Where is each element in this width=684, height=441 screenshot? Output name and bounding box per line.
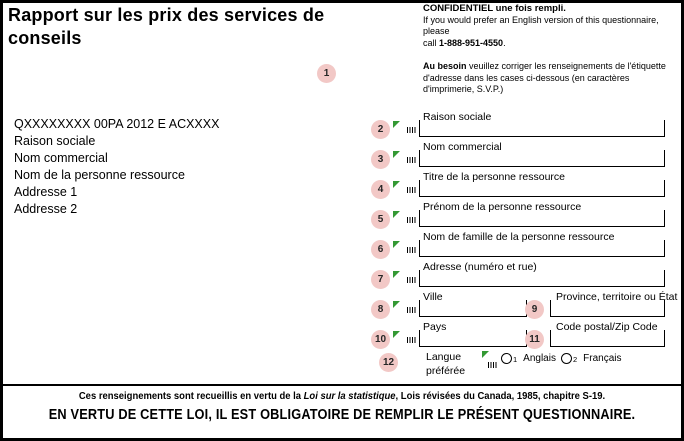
- field-label: Pays: [423, 321, 447, 333]
- field-label: Nom commercial: [423, 141, 502, 153]
- field-label: Prénom de la personne ressource: [423, 201, 582, 213]
- radio-code: 1: [513, 355, 518, 364]
- corner-arrow-icon: [393, 241, 400, 248]
- step-5-badge: 5: [371, 210, 390, 229]
- step-6-badge: 6: [371, 240, 390, 259]
- field-row-prenom-personne-ressource: [371, 201, 671, 231]
- field-row-raison-sociale: [371, 111, 671, 141]
- correction-instruction: Au besoin veuillez corriger les renseignements de l'étiquette d'adresse dans les cases ci-dessous (en caractères d'imprimerie, S.V.P.): [423, 61, 666, 94]
- confidential-notice: [423, 3, 684, 49]
- field-row-langue-preferee: [371, 351, 671, 381]
- field-label: Titre de la personne ressource: [423, 171, 566, 183]
- statute-notice: Ces renseignements sont recueillis en vertu de la Loi sur la statistique, Lois révisées du Canada, 1985, chapitre S-19.: [78, 390, 606, 402]
- keying-marks-icon: [488, 362, 498, 368]
- address-label-block: [14, 116, 219, 218]
- step-8-badge: 8: [371, 300, 390, 319]
- footer-divider: [3, 384, 681, 386]
- field-label: Langue préférée: [426, 351, 466, 377]
- corner-arrow-icon: [393, 301, 400, 308]
- field-label: Province, territoire ou État: [556, 291, 678, 303]
- keying-marks-icon: [407, 277, 417, 283]
- step-3-badge: 3: [371, 150, 390, 169]
- step-10-badge: 10: [371, 330, 390, 349]
- field-label: Code postal/Zip Code: [556, 321, 658, 333]
- corner-arrow-icon: [393, 211, 400, 218]
- corner-arrow-icon: [482, 351, 489, 358]
- statute-title: Loi sur la statistique: [303, 390, 396, 402]
- phone-number: 1-888-951-4550: [439, 37, 504, 48]
- keying-marks-icon: [407, 187, 417, 193]
- keying-marks-icon: [407, 157, 417, 163]
- step-1-badge: 1: [317, 64, 336, 83]
- address-line-nom-commercial: Nom commercial: [14, 151, 108, 165]
- radio-label: Français: [583, 353, 622, 364]
- radio-circle-icon: [501, 353, 512, 364]
- address-line-addresse-2: Addresse 2: [14, 202, 78, 216]
- corner-arrow-icon: [393, 331, 400, 338]
- confidential-body-line1: If you would prefer an English version of this questionnaire, please: [423, 14, 659, 36]
- field-row-nom-commercial: [371, 141, 671, 171]
- address-line-raison-sociale: Raison sociale: [14, 134, 96, 148]
- confidential-body-line2: call 1-888-951-4550.: [423, 37, 506, 48]
- address-line-addresse-1: Addresse 1: [14, 185, 78, 199]
- field-row-ville-province: [371, 291, 678, 321]
- field-row-adresse: [371, 261, 671, 291]
- step-2-badge: 2: [371, 120, 390, 139]
- corner-arrow-icon: [393, 151, 400, 158]
- address-line-code: QXXXXXXXX 00PA 2012 E ACXXXX: [14, 117, 220, 131]
- corner-arrow-icon: [393, 121, 400, 128]
- corner-arrow-icon: [393, 181, 400, 188]
- step-12-badge: 12: [379, 353, 398, 372]
- radio-option-anglais[interactable]: [501, 353, 556, 364]
- keying-marks-icon: [407, 247, 417, 253]
- keying-marks-icon: [407, 217, 417, 223]
- keying-marks-icon: [407, 307, 417, 313]
- field-row-titre-personne-ressource: [371, 171, 671, 201]
- field-label: Adresse (numéro et rue): [423, 261, 537, 273]
- mandatory-notice: EN VERTU DE CETTE LOI, IL EST OBLIGATOIRE DE REMPLIR LE PRÉSENT QUESTIONNAIRE.: [48, 407, 636, 423]
- field-row-pays-codepostal: [371, 321, 671, 351]
- keying-marks-icon: [407, 337, 417, 343]
- corner-arrow-icon: [393, 271, 400, 278]
- radio-option-francais[interactable]: [561, 353, 622, 364]
- keying-marks-icon: [407, 127, 417, 133]
- confidential-heading: CONFIDENTIEL une fois rempli.: [423, 3, 566, 14]
- field-label: Raison sociale: [423, 111, 492, 123]
- page-title: Rapport sur les prix des services de conseils: [8, 5, 325, 48]
- address-line-personne-ressource: Nom de la personne ressource: [14, 168, 185, 182]
- step-11-badge: 11: [525, 330, 544, 349]
- radio-circle-icon: [561, 353, 572, 364]
- radio-label: Anglais: [523, 353, 556, 364]
- step-9-badge: 9: [525, 300, 544, 319]
- field-label: Ville: [423, 291, 443, 303]
- radio-code: 2: [573, 355, 578, 364]
- field-label: Nom de famille de la personne ressource: [423, 231, 615, 243]
- step-4-badge: 4: [371, 180, 390, 199]
- step-7-badge: 7: [371, 270, 390, 289]
- field-row-nom-famille-personne-ressource: [371, 231, 671, 261]
